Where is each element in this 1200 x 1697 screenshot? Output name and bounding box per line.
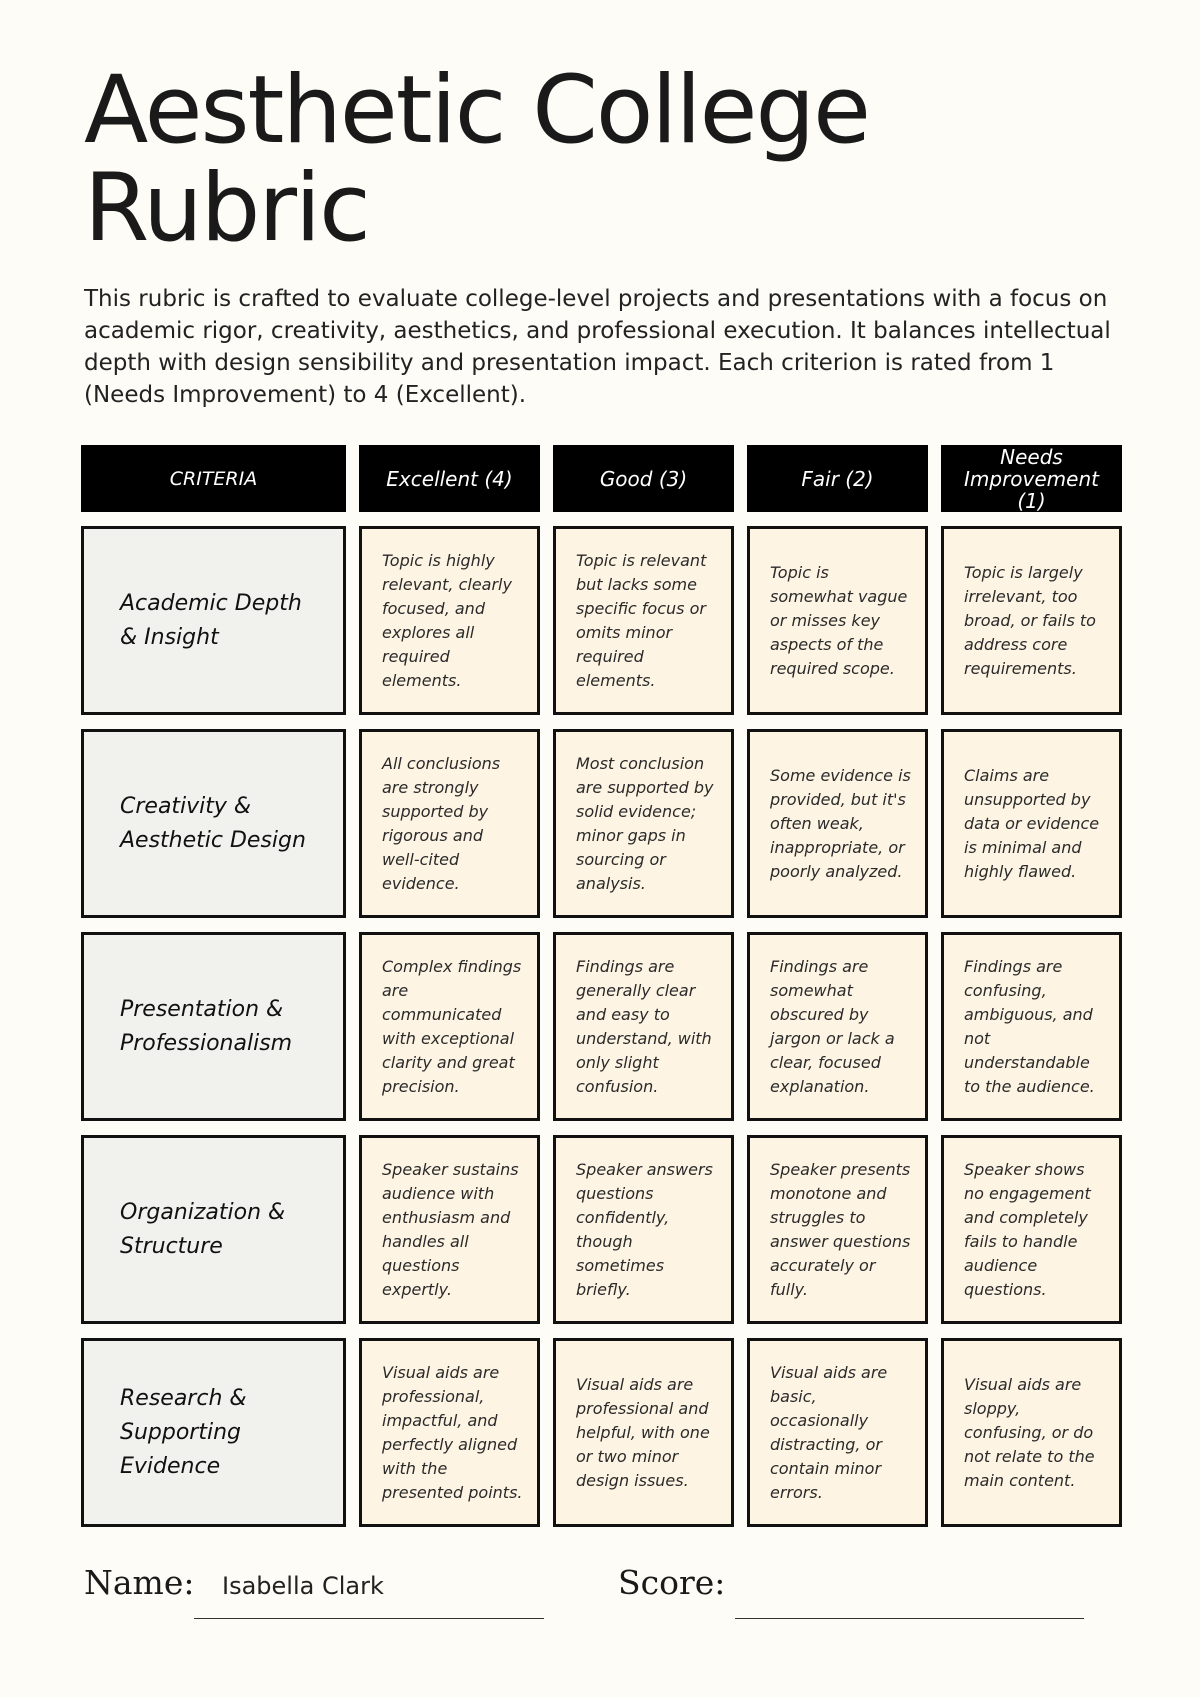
- rubric-cell: All conclusions are strongly supported by rigorous and well-cited evidence.: [359, 729, 540, 918]
- criterion-organization: Organization & Structure: [81, 1135, 346, 1324]
- header-criteria: CRITERIA: [81, 445, 346, 512]
- rubric-cell: Topic is relevant but lacks some specific focus or omits minor required elements.: [553, 526, 734, 715]
- criterion-academic-depth: Academic Depth & Insight: [81, 526, 346, 715]
- name-field-value[interactable]: Isabella Clark: [222, 1572, 384, 1600]
- rubric-cell: Most conclusion are supported by solid evidence; minor gaps in sourcing or analysis.: [553, 729, 734, 918]
- rubric-cell: Speaker answers questions confidently, though sometimes briefly.: [553, 1135, 734, 1324]
- criterion-research: Research & Supporting Evidence: [81, 1338, 346, 1527]
- header-good: Good (3): [553, 445, 734, 512]
- rubric-cell: Speaker shows no engagement and completely fails to handle audience questions.: [941, 1135, 1122, 1324]
- name-field-underline: [194, 1618, 544, 1619]
- rubric-cell: Some evidence is provided, but it's often weak, inappropriate, or poorly analyzed.: [747, 729, 928, 918]
- score-label: Score:: [618, 1563, 726, 1602]
- rubric-cell: Complex findings are communicated with exceptional clarity and great precision.: [359, 932, 540, 1121]
- header-needs-improvement: Needs Improvement (1): [941, 445, 1122, 512]
- rubric-cell: Visual aids are professional, impactful, and perfectly aligned with the presented points.: [359, 1338, 540, 1527]
- rubric-table: [81, 445, 1122, 1527]
- rubric-cell: Claims are unsupported by data or evidence is minimal and highly flawed.: [941, 729, 1122, 918]
- criterion-presentation: Presentation & Professionalism: [81, 932, 346, 1121]
- header-fair: Fair (2): [747, 445, 928, 512]
- rubric-cell: Visual aids are basic, occasionally distracting, or contain minor errors.: [747, 1338, 928, 1527]
- rubric-cell: Speaker presents monotone and struggles to answer questions accurately or fully.: [747, 1135, 928, 1324]
- page-title: Aesthetic College Rubric: [84, 56, 869, 263]
- score-field-underline: [735, 1618, 1084, 1619]
- rubric-cell: Visual aids are professional and helpful, with one or two minor design issues.: [553, 1338, 734, 1527]
- rubric-cell: Findings are generally clear and easy to understand, with only slight confusion.: [553, 932, 734, 1121]
- intro-paragraph: This rubric is crafted to evaluate college-level projects and presentations with a focus on academic rigor, creativity, aesthetics, and professional execution. It balances intellectual depth with design sensibility and presentation impact. Each criterion is rated from 1 (Needs Improvement) to 4 (Excellent).: [84, 286, 1111, 408]
- rubric-cell: Speaker sustains audience with enthusiasm and handles all questions expertly.: [359, 1135, 540, 1324]
- rubric-cell: Findings are confusing, ambiguous, and not understandable to the audience.: [941, 932, 1122, 1121]
- criterion-creativity: Creativity & Aesthetic Design: [81, 729, 346, 918]
- rubric-cell: Topic is somewhat vague or misses key aspects of the required scope.: [747, 526, 928, 715]
- rubric-cell: Topic is largely irrelevant, too broad, or fails to address core requirements.: [941, 526, 1122, 715]
- rubric-cell: Topic is highly relevant, clearly focused, and explores all required elements.: [359, 526, 540, 715]
- rubric-cell: Visual aids are sloppy, confusing, or do not relate to the main content.: [941, 1338, 1122, 1527]
- rubric-cell: Findings are somewhat obscured by jargon or lack a clear, focused explanation.: [747, 932, 928, 1121]
- name-label: Name:: [84, 1563, 195, 1602]
- header-excellent: Excellent (4): [359, 445, 540, 512]
